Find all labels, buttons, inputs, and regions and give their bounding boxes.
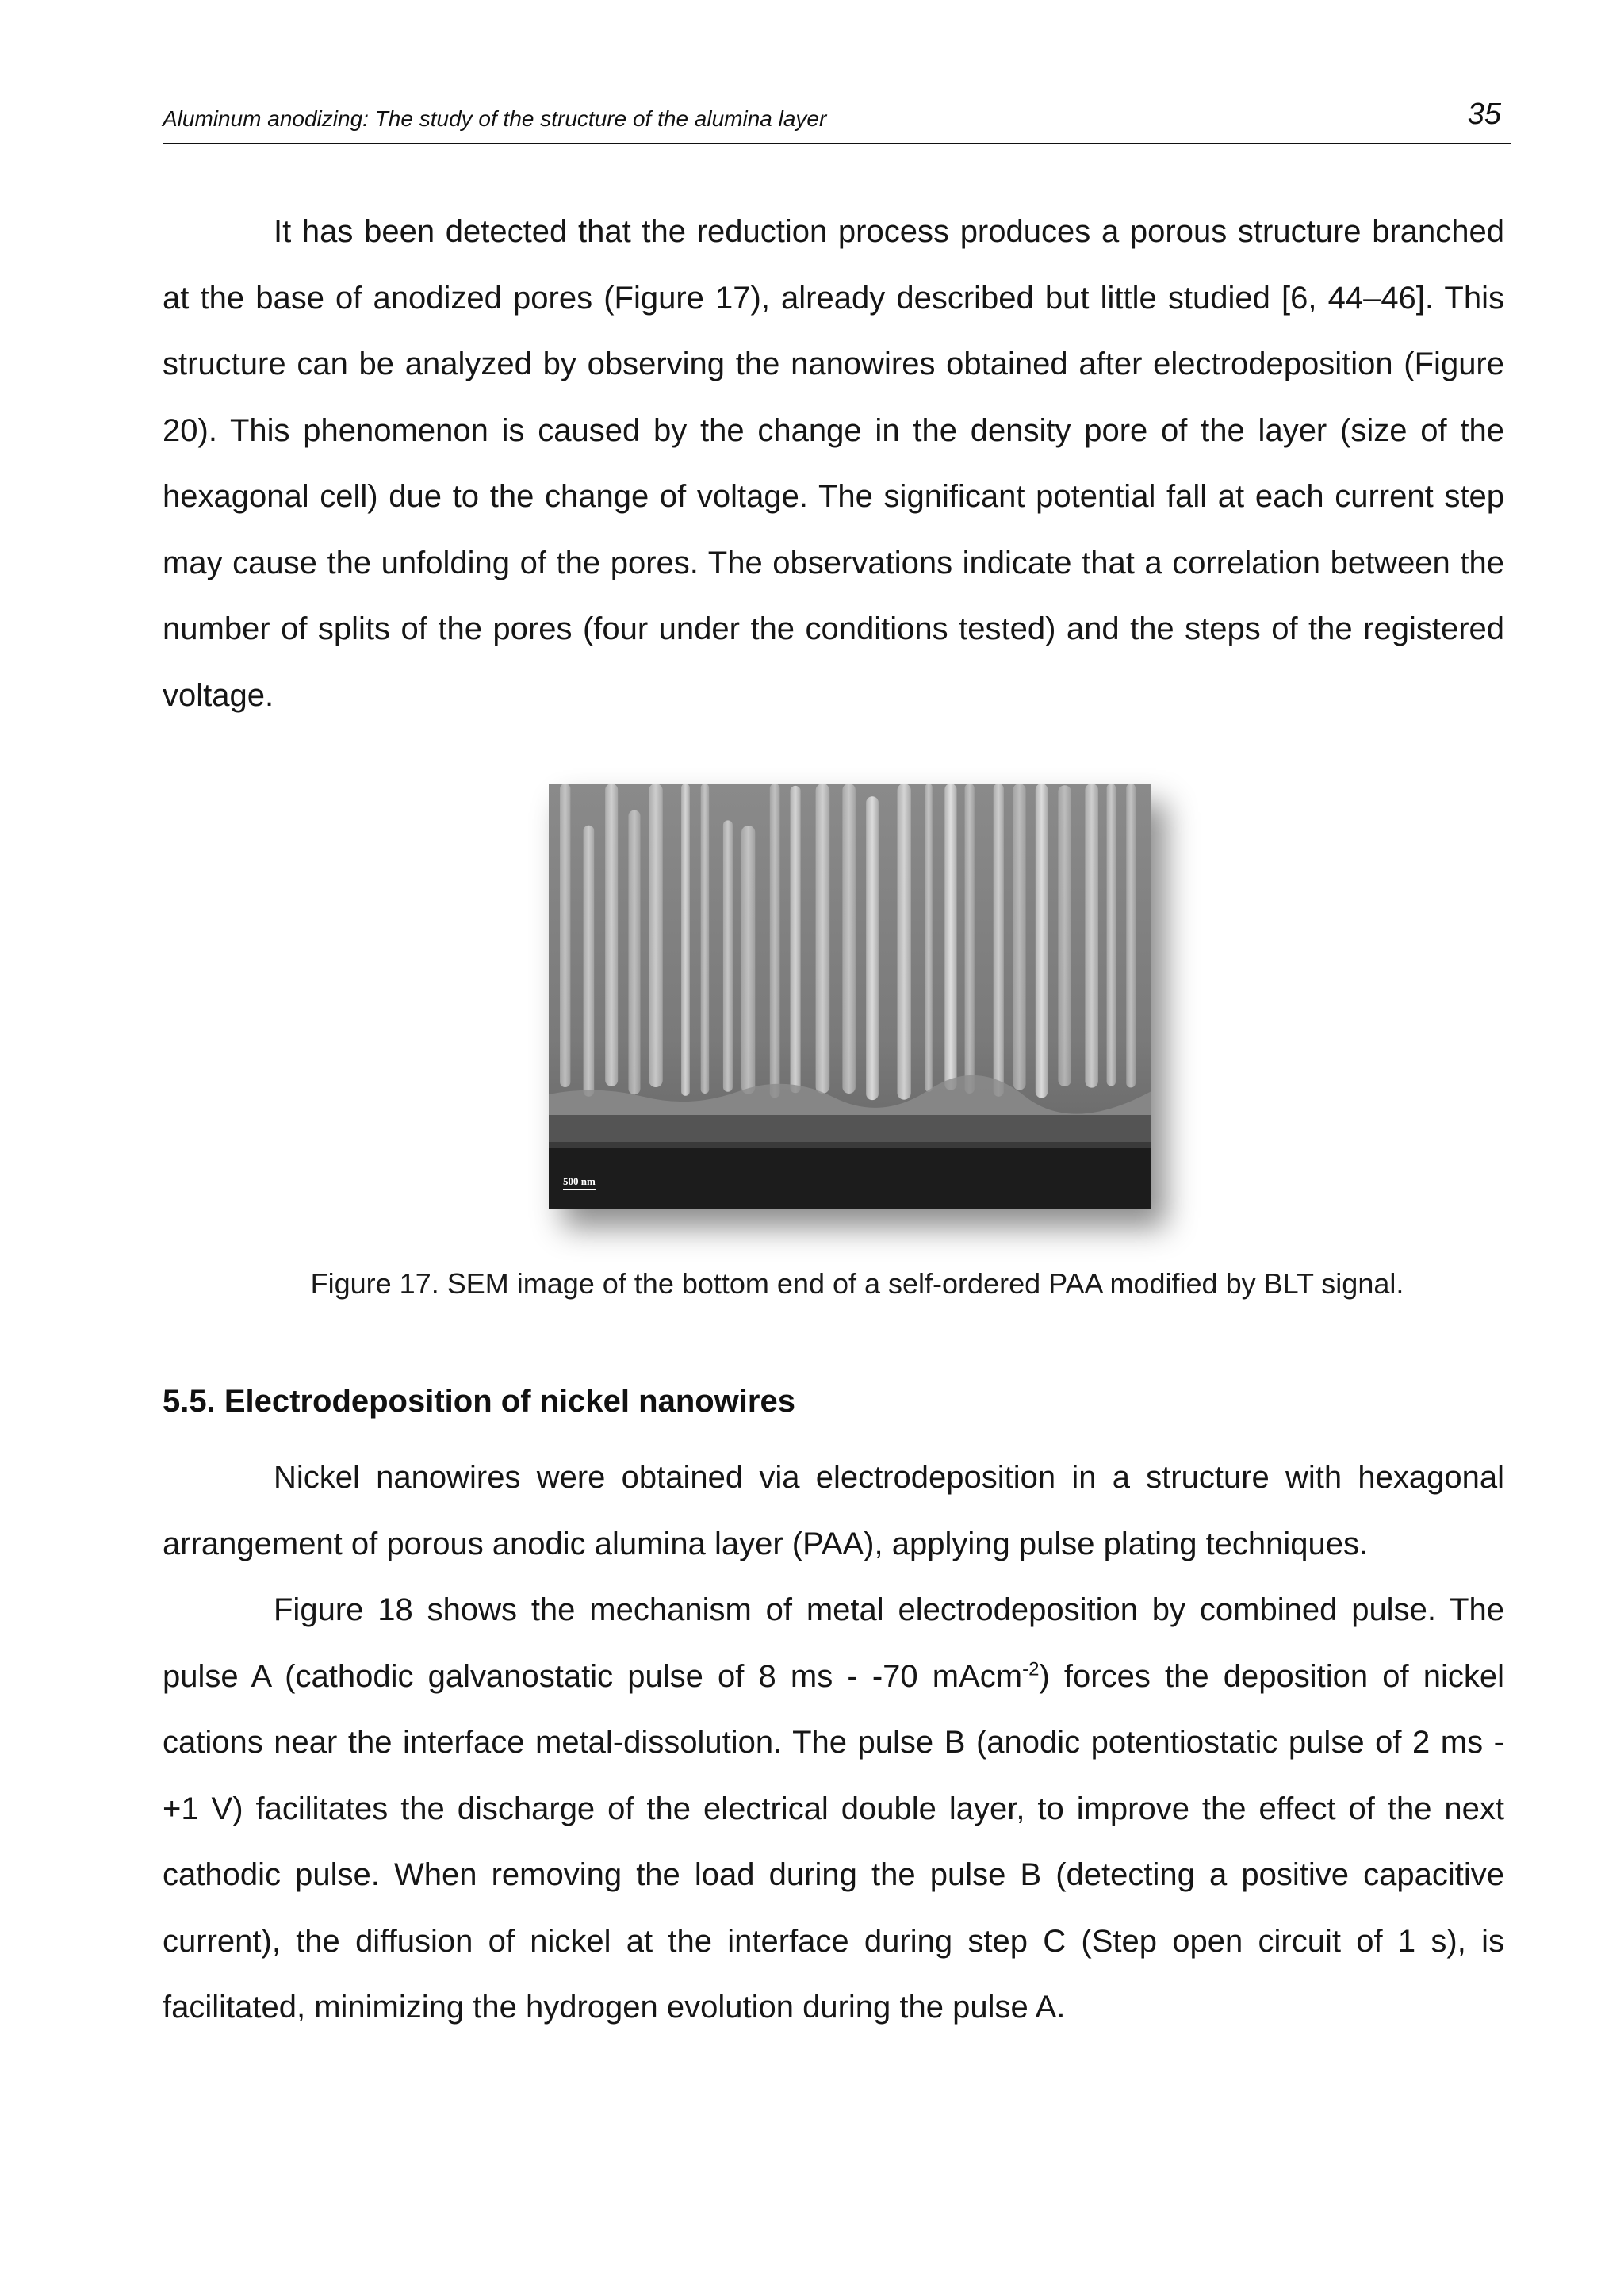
pore-column [816, 784, 830, 1094]
body-paragraph: It has been detected that the reduction process produces a porous structure branched at the base of anodized pores (Figure 17), already described but little studied [6, 44–46]. This structure can be analyzed by observing the nanowires obtained after electrodeposition (Figure 20). This phenomenon is caused by the change in the density pore of the layer (size of the hexagonal cell) due to the change of voltage. The significant potential fall at each current step may cause the unfolding of the pores. The observations indicate that a correlation between the number of splits of the pores (four under the conditions tested) and the steps of the registered voltage. [163, 214, 1504, 713]
pore-column [629, 810, 641, 1095]
pore-column [723, 820, 733, 1091]
pore-column [944, 784, 956, 1090]
pore-column [925, 784, 933, 1092]
pore-column [701, 784, 710, 1094]
pore-column [898, 784, 911, 1100]
pore-column [1085, 784, 1098, 1088]
pore-column [584, 826, 595, 1097]
paragraph-text: Figure 18 shows the mechanism of metal electrodeposition by combined pulse. The pulse A (cathodic galvanostatic pulse of 8 ms - -70 mAcm [163, 1592, 1504, 1694]
scale-bar-label: 500 nm [563, 1175, 596, 1190]
running-header [163, 94, 1511, 144]
pore-column [605, 784, 618, 1086]
paragraph-text: ) forces the deposition of nickel cations near the interface metal-dissolution. The pulse B (anodic potentiostatic pulse of 2 ms - +1 V) facilitates the discharge of the electrical double layer, to improve the effect of the next cathodic pulse. When removing the load during the pulse B (detecting a positive capacitive current), the diffusion of nickel at the interface during step C (Step open circuit of 1 s), is facilitated, minimizing the hydrogen evolution during the pulse A. [163, 1658, 1505, 2025]
pore-column [649, 784, 663, 1087]
pore-column [770, 784, 780, 1098]
pore-column [866, 796, 879, 1100]
pore-column [791, 786, 801, 1093]
pore-column [1107, 784, 1116, 1086]
pore-column [965, 784, 975, 1094]
running-title: Aluminum anodizing: The study of the structure of the alumina layer [163, 106, 827, 131]
section-paragraph-pulse [163, 1577, 1504, 2041]
section-paragraph: Nickel nanowires were obtained via electrodeposition in a structure with hexagonal arrangement of porous anodic alumina layer (PAA), applying pulse plating techniques. [163, 1460, 1504, 1561]
pore-column [1036, 784, 1048, 1098]
pore-column [994, 784, 1004, 1097]
pore-column [560, 784, 570, 1087]
section-heading: 5.5. Electrodeposition of nickel nanowires [163, 1384, 795, 1419]
page-number: 35 [1467, 98, 1501, 131]
pore-column [741, 826, 755, 1094]
pore-column [1058, 785, 1071, 1086]
figure-caption: Figure 17. SEM image of the bottom end of a self-ordered PAA modified by BLT signal. [310, 1267, 1404, 1300]
sem-image [549, 784, 1151, 1209]
superscript-exponent: -2 [1022, 1658, 1040, 1680]
pore-column [1126, 784, 1136, 1087]
sem-image-figure [549, 784, 1151, 1209]
pore-column [842, 784, 856, 1094]
pore-column [681, 784, 690, 1096]
pore-column [1013, 784, 1026, 1090]
